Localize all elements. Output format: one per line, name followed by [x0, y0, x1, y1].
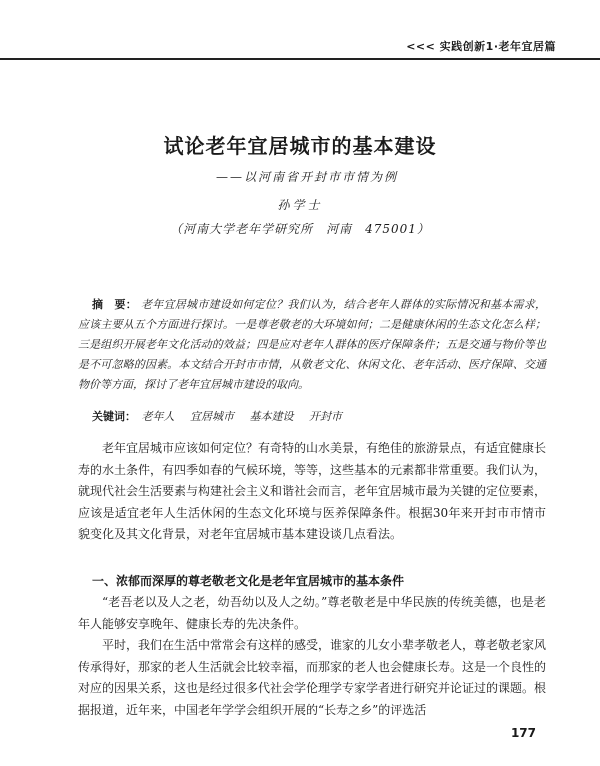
- body-paragraph: 平时，我们在生活中常常会有这样的感受，谁家的儿女小辈孝敬老人，尊老敬老家风传承得好，那家的老人生活就会比较幸福，而那家的老人也会健康长寿。这是一个良性的对应的因果关系，这也是经过很多代社会学伦理学专家学者进行研究并论证过的课题。根据报道，近年来，中国老年学学会组织开展的“长寿之乡”的评选活: [78, 638, 547, 717]
- body-paragraph: “老吾老以及人之老，幼吾幼以及人之幼。”尊老敬老是中华民族的传统美德，也是老年人能够安享晚年、健康长寿的先决条件。: [78, 595, 546, 631]
- author-affiliation: （河南大学老年学研究所 河南 475001）: [170, 222, 430, 236]
- keyword-item: 开封市: [309, 410, 342, 423]
- abstract-text: 老年宜居城市建设如何定位？我们认为，结合老年人群体的实际情况和基本需求，应该主要从五个方面进行探讨。一是尊老敬老的大环境如何；二是健康休闲的生态文化怎么样；三是组织开展老年文化活动的效益；四是应对老年人群体的医疗保障条件；五是交通与物价等也是不可忽略的因素。本文结合开封市市情，从敬老文化、休闲文化、老年活动、医疗保障、交通物价等方面，探讨了老年宜居城市建设的取向。: [78, 298, 547, 391]
- author-name: 孙学士: [277, 198, 323, 212]
- keyword-item: 老年人: [141, 410, 175, 423]
- intro-section: [78, 438, 546, 546]
- section-body: [78, 592, 546, 721]
- keyword-item: 宜居城市: [190, 410, 234, 423]
- page-number: 177: [510, 726, 536, 740]
- paper-subtitle: ——以河南省开封市市情为例: [215, 170, 398, 184]
- abstract: [78, 295, 546, 395]
- keywords: [92, 408, 546, 424]
- abstract-label: 摘 要：: [92, 298, 138, 311]
- intro-paragraph: 老年宜居城市应该如何定位？有奇特的山水美景，有绝佳的旅游景点，有适宜健康长寿的水土条件，有四季如春的气候环境，等等，这些基本的元素都非常重要。我们认为，就现代社会生活要素与构建社会主义和谐社会而言，老年宜居城市最为关键的定位要素，应该是适宜老年人生活休闲的生态文化环境与医养保障条件。根据30年来开封市市情市貌变化及其文化背景，对老年宜居城市基本建设谈几点看法。: [78, 441, 547, 541]
- paper-title: 试论老年宜居城市的基本建设: [163, 134, 437, 158]
- keywords-label: 关键词：: [92, 410, 136, 423]
- keyword-item: 基本建设: [249, 410, 294, 423]
- running-header: <<< 实践创新1·老年宜居篇: [406, 40, 556, 53]
- header-rule: [0, 58, 600, 60]
- section-heading: 一、浓郁而深厚的尊老敬老文化是老年宜居城市的基本条件: [92, 574, 405, 588]
